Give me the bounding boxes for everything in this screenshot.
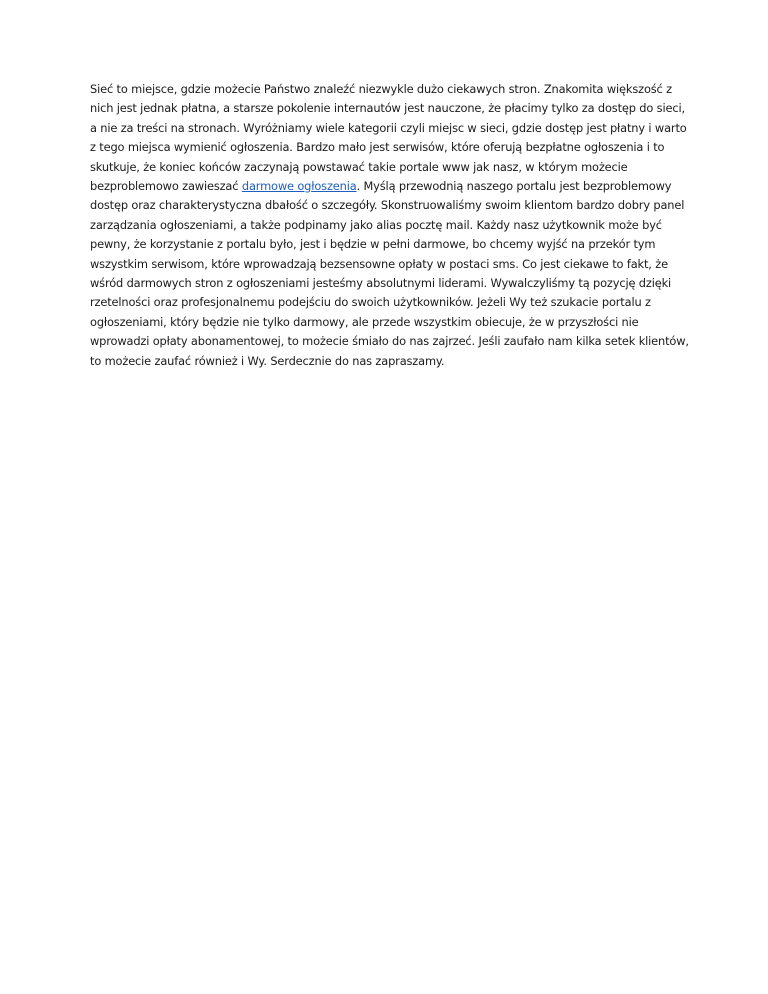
paragraph-text-before-link: Sieć to miejsce, gdzie możecie Państwo znaleźć niezwykle dużo ciekawych stron. Znakomita większość z nich jest jednak płatna, a starsze pokolenie internautów jest nauczone, że płacimy tylko za dostęp do sieci, a nie za treści na stronach. Wyróżniamy wiele kategorii czyli miejsc w sieci, gdzie dostęp jest płatny i warto z tego miejsca wymienić ogłoszenia. Bardzo mało jest serwisów, które oferują bezpłatne ogłoszenia i to skutkuje, że koniec końców zaczynają powstawać takie portale www jak nasz, w którym możecie bezproblemowo zawieszać	[90, 82, 687, 194]
body-paragraph	[90, 80, 690, 371]
paragraph-text-after-link: . Myślą przewodnią naszego portalu jest bezproblemowy dostęp oraz charakterystyczna dbałość o szczegóły. Skonstruowaliśmy swoim klientom bardzo dobry panel zarządzania ogłoszeniami, a także podpinamy jako alias pocztę mail. Każdy nasz użytkownik może być pewny, że korzystanie z portalu było, jest i będzie w pełni darmowe, bo chcemy wyjść na przekór tym wszystkim serwisom, które wprowadzają bezsensowne opłaty w postaci sms. Co jest ciekawe to fakt, że wśród darmowych stron z ogłoszeniami jesteśmy absolutnymi liderami. Wywalczyliśmy tą pozycję dzięki rzetelności oraz profesjonalnemu podejściu do swoich użytkowników. Jeżeli Wy też szukacie portalu z ogłoszeniami, który będzie nie tylko darmowy, ale przede wszystkim obiecuje, że w przyszłości nie wprowadzi opłaty abonamentowej, to możecie śmiało do nas zajrzeć. Jeśli zaufało nam kilka setek klientów, to możecie zaufać również i Wy. Serdecznie do nas zapraszamy.	[90, 179, 689, 368]
free-ads-link[interactable]: darmowe ogłoszenia	[241, 179, 357, 194]
